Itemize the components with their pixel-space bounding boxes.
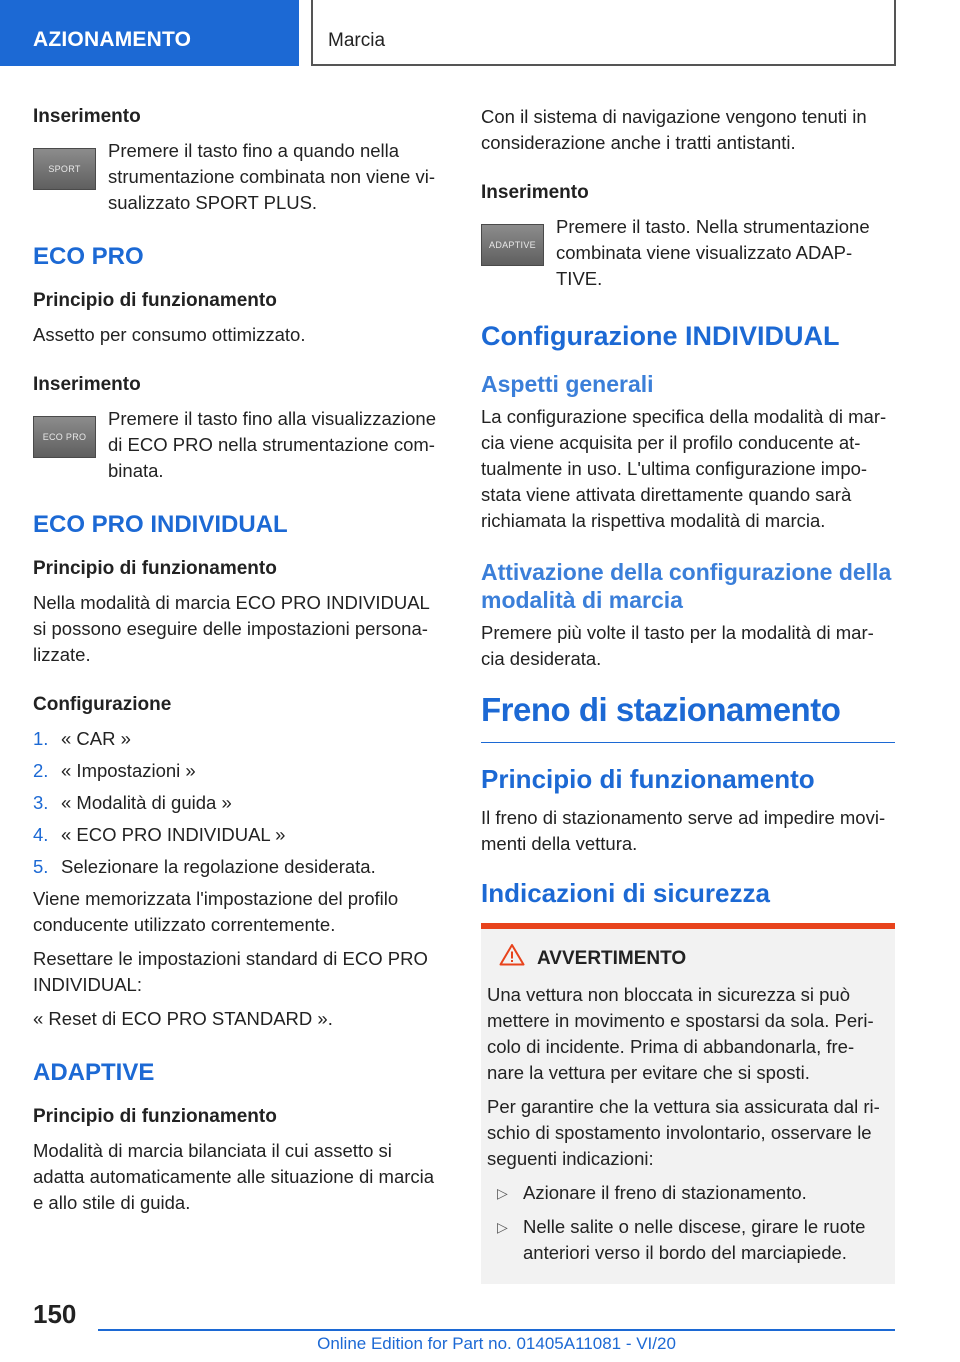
general-heading: Aspetti generali [481,371,654,397]
list-item: 4. « ECO PRO INDIVIDUAL » [33,824,286,845]
chapter-title: Marcia [328,30,386,51]
principle-text: Il freno di stazionamento serve ad impedire movi- menti della vettura. [481,807,886,854]
warning-box [481,923,895,1284]
adaptive-insert-text: Premere il tasto. Nella strumentazione combinata viene visualizzato ADAP- TIVE. [556,216,870,289]
sport-button-icon: SPORT [33,148,96,190]
header-section-tab [0,0,299,66]
list-item: 1. « CAR » [33,728,131,749]
eco-pro-insert-title: Inserimento [33,374,141,395]
eco-pro-principle-title: Principio di funzionamento [33,290,277,311]
general-text: La configurazione specifica della modalità di mar- cia viene acquisita per il profilo conducente at- tualmente in uso. L'ultima configurazione impo- stata viene attivata direttamente quando sarà richiamata la rispettiva modalità di marcia. [481,406,887,531]
adaptive-principle-title: Principio di funzionamento [33,1106,277,1127]
list-item: 3. « Modalità di guida » [33,792,232,813]
adaptive-insert-row [481,214,895,292]
list-item: ▷ Azionare il freno di stazionamento. [487,1180,887,1206]
eco-pro-button-icon: ECO PRO [33,416,96,458]
adaptive-heading: ADAPTIVE [33,1059,155,1086]
warning-bullet-list [487,1180,887,1266]
footer-edition-text: Online Edition for Part no. 01405A11081 - VI/20 [317,1334,676,1353]
config-steps-list [33,726,445,880]
warning-text-2: Per garantire che la vettura sia assicurata dal ri- schio di spostamento involontario, osservare le seguenti indicazioni: [487,1096,880,1169]
adaptive-principle-text: Modalità di marcia bilanciata il cui assetto si adatta automaticamente alle situazione di marcia e allo stile di guida. [33,1140,435,1213]
adaptive-button-icon: ADAPTIVE [481,224,544,266]
activation-heading: Attivazione della configurazione della modalità di marcia [481,559,892,613]
bullet-triangle-icon: ▷ [497,1185,508,1201]
principle-heading: Principio di funzionamento [481,764,815,794]
footer-divider [98,1329,895,1331]
eco-pro-heading: ECO PRO [33,243,144,270]
warning-text-1: Una vettura non bloccata in sicurezza si può mettere in movimento e spostarsi da sola. Peri- colo di incidente. Prima di abbandonarla, fre- nare la vettura per evitare che si sposti. [487,984,874,1083]
adaptive-insert-title: Inserimento [481,182,589,203]
page-number: 150 [33,1299,77,1329]
eco-pro-insert-row [33,406,445,484]
config-note-2: Resettare le impostazioni standard di ECO PRO INDIVIDUAL: [33,948,428,995]
eco-pro-individual-heading: ECO PRO INDIVIDUAL [33,511,288,538]
individual-config-heading: Configurazione INDIVIDUAL [481,321,840,351]
navigation-intro-text: Con il sistema di navigazione vengono tenuti in considerazione anche i tratti antistanti. [481,106,867,153]
parking-brake-heading: Freno di stazionamento [481,690,895,743]
warning-title: AVVERTIMENTO [487,943,887,974]
list-item: ▷ Nelle salite o nelle discese, girare le ruote anteriori verso il bordo del marciapiede. [497,1216,866,1263]
safety-heading: Indicazioni di sicurezza [481,878,770,908]
right-column [481,104,895,1284]
config-note-3: « Reset di ECO PRO STANDARD ». [33,1008,333,1029]
eco-pro-principle-text: Assetto per consumo ottimizzato. [33,324,306,345]
list-item: 5. Selezionare la regolazione desiderata. [33,856,376,877]
eco-ind-principle-title: Principio di funzionamento [33,558,277,579]
warning-triangle-icon [499,943,525,974]
eco-pro-insert-text: Premere il tasto fino alla visualizzazione di ECO PRO nella strumentazione com- binata. [108,408,437,481]
config-note-1: Viene memorizzata l'impostazione del profilo conducente utilizzato correntemente. [33,888,399,935]
section-title: AZIONAMENTO [33,28,192,51]
left-column [33,104,445,1224]
eco-ind-principle-text: Nella modalità di marcia ECO PRO INDIVIDUAL si possono eseguire delle impostazioni persona- lizzate. [33,592,430,665]
sport-insert-title: Inserimento [33,106,141,127]
config-title: Configurazione [33,694,172,715]
list-item: 2. « Impostazioni » [33,760,196,781]
header-chapter-tab [311,0,896,66]
activation-text: Premere più volte il tasto per la modalità di mar- cia desiderata. [481,622,874,669]
sport-insert-text: Premere il tasto fino a quando nella strumentazione combinata non viene vi- sualizzato SPORT PLUS. [108,140,436,213]
sport-insert-row [33,138,445,216]
bullet-triangle-icon: ▷ [497,1219,508,1235]
